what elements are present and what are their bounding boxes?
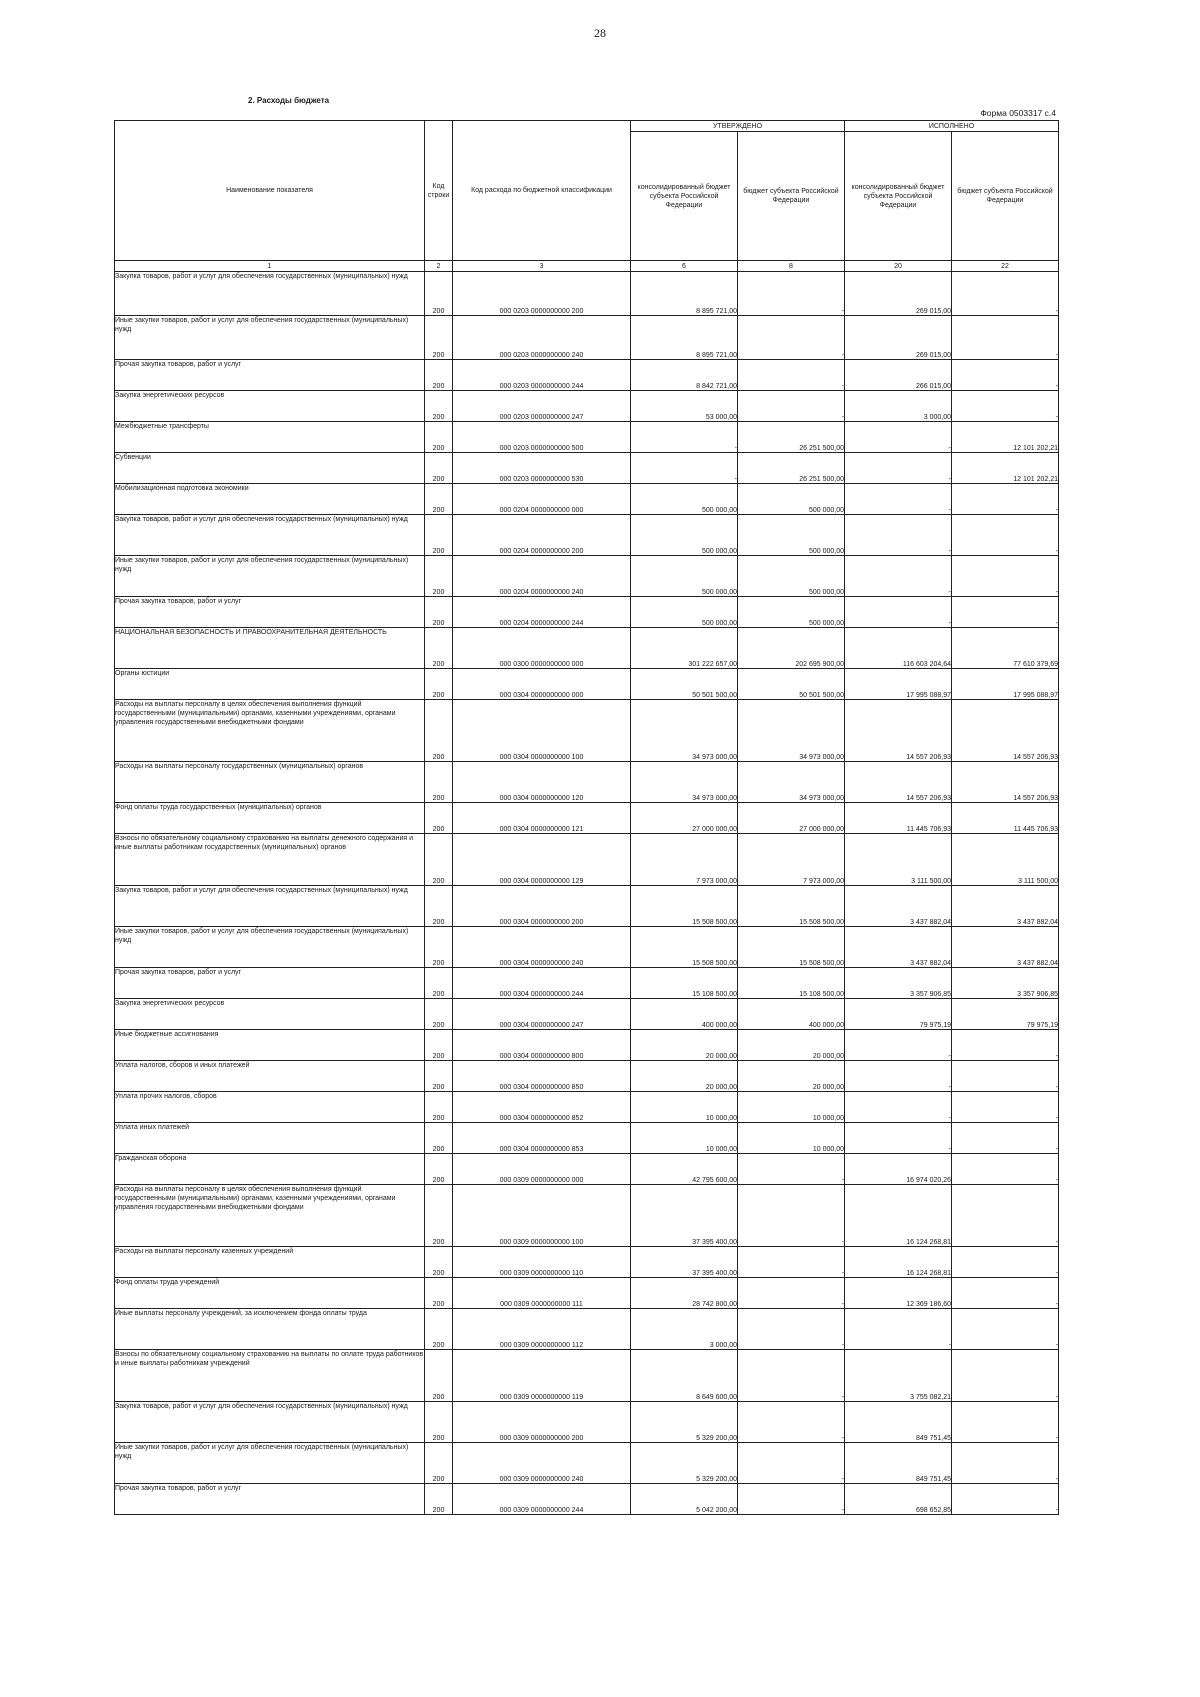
row-approved-subject: - bbox=[738, 1484, 845, 1515]
table-row bbox=[115, 1030, 1059, 1061]
header-group-executed: ИСПОЛНЕНО bbox=[845, 121, 1059, 132]
row-approved-subject: - bbox=[738, 360, 845, 391]
row-line-code: 200 bbox=[425, 1402, 453, 1443]
row-executed-consolidated: 14 557 206,93 bbox=[845, 762, 952, 803]
row-name: Расходы на выплаты персоналу в целях обеспечения выполнения функций государственными (муниципальными) органами, казенными учреждениями, органами управления государственными внебюджетными фондами bbox=[115, 700, 425, 762]
row-executed-subject: - bbox=[952, 360, 1059, 391]
row-approved-consolidated: 8 895 721,00 bbox=[631, 316, 738, 360]
row-approved-consolidated: 7 973 000,00 bbox=[631, 834, 738, 886]
row-approved-consolidated: 10 000,00 bbox=[631, 1092, 738, 1123]
row-executed-consolidated: 17 995 088,97 bbox=[845, 669, 952, 700]
row-executed-subject: - bbox=[952, 1185, 1059, 1247]
table-row bbox=[115, 1185, 1059, 1247]
table-body bbox=[115, 272, 1059, 1515]
row-executed-consolidated: 16 974 020,26 bbox=[845, 1154, 952, 1185]
row-executed-subject: - bbox=[952, 1061, 1059, 1092]
row-approved-consolidated: 8 842 721,00 bbox=[631, 360, 738, 391]
row-name: Расходы на выплаты персоналу в целях обеспечения выполнения функций государственными (муниципальными) органами, казенными учреждениями, органами управления государственными внебюджетными фондами bbox=[115, 1185, 425, 1247]
row-executed-subject: - bbox=[952, 597, 1059, 628]
row-kbk: 000 0304 0000000000 853 bbox=[453, 1123, 631, 1154]
row-approved-consolidated: 37 395 400,00 bbox=[631, 1247, 738, 1278]
row-executed-subject: - bbox=[952, 1154, 1059, 1185]
row-line-code: 200 bbox=[425, 803, 453, 834]
table-row bbox=[115, 1484, 1059, 1515]
table-row bbox=[115, 272, 1059, 316]
table-row bbox=[115, 484, 1059, 515]
table-row bbox=[115, 1350, 1059, 1402]
table-row bbox=[115, 391, 1059, 422]
row-approved-consolidated: 400 000,00 bbox=[631, 999, 738, 1030]
row-name: Межбюджетные трансферты bbox=[115, 422, 425, 453]
row-line-code: 200 bbox=[425, 1484, 453, 1515]
row-name: Субвенции bbox=[115, 453, 425, 484]
row-name: Прочая закупка товаров, работ и услуг bbox=[115, 360, 425, 391]
header-group-approved: УТВЕРЖДЕНО bbox=[631, 121, 845, 132]
row-executed-consolidated: 3 437 882,04 bbox=[845, 886, 952, 927]
table-row bbox=[115, 803, 1059, 834]
row-line-code: 200 bbox=[425, 1309, 453, 1350]
row-executed-subject: - bbox=[952, 1484, 1059, 1515]
row-kbk: 000 0304 0000000000 129 bbox=[453, 834, 631, 886]
row-approved-subject: 500 000,00 bbox=[738, 484, 845, 515]
row-approved-consolidated: 8 895 721,00 bbox=[631, 272, 738, 316]
row-approved-subject: - bbox=[738, 1350, 845, 1402]
row-kbk: 000 0203 0000000000 247 bbox=[453, 391, 631, 422]
row-executed-consolidated: 79 975,19 bbox=[845, 999, 952, 1030]
row-name: НАЦИОНАЛЬНАЯ БЕЗОПАСНОСТЬ И ПРАВООХРАНИТЕЛЬНАЯ ДЕЯТЕЛЬНОСТЬ bbox=[115, 628, 425, 669]
row-executed-subject: 14 557 206,93 bbox=[952, 700, 1059, 762]
row-executed-subject: - bbox=[952, 316, 1059, 360]
row-kbk: 000 0304 0000000000 200 bbox=[453, 886, 631, 927]
expenditure-table bbox=[114, 120, 1059, 1515]
row-line-code: 200 bbox=[425, 360, 453, 391]
row-line-code: 200 bbox=[425, 968, 453, 999]
row-line-code: 200 bbox=[425, 272, 453, 316]
row-name: Уплата иных платежей bbox=[115, 1123, 425, 1154]
row-approved-subject: - bbox=[738, 391, 845, 422]
row-kbk: 000 0204 0000000000 240 bbox=[453, 556, 631, 597]
row-executed-consolidated: 269 015,00 bbox=[845, 272, 952, 316]
row-approved-consolidated: 20 000,00 bbox=[631, 1061, 738, 1092]
row-executed-consolidated: - bbox=[845, 1123, 952, 1154]
row-executed-subject: - bbox=[952, 1443, 1059, 1484]
row-kbk: 000 0304 0000000000 850 bbox=[453, 1061, 631, 1092]
row-line-code: 200 bbox=[425, 1247, 453, 1278]
table-row bbox=[115, 1278, 1059, 1309]
row-executed-consolidated: 12 369 186,60 bbox=[845, 1278, 952, 1309]
row-approved-subject: 15 508 500,00 bbox=[738, 886, 845, 927]
table-header bbox=[115, 121, 1059, 272]
row-kbk: 000 0304 0000000000 240 bbox=[453, 927, 631, 968]
column-number: 2 bbox=[425, 261, 453, 272]
row-name: Уплата налогов, сборов и иных платежей bbox=[115, 1061, 425, 1092]
row-approved-subject: - bbox=[738, 1402, 845, 1443]
row-executed-subject: 3 357 906,85 bbox=[952, 968, 1059, 999]
row-executed-subject: 14 557 206,93 bbox=[952, 762, 1059, 803]
row-line-code: 200 bbox=[425, 1185, 453, 1247]
row-executed-subject: 3 437 882,04 bbox=[952, 927, 1059, 968]
row-name: Прочая закупка товаров, работ и услуг bbox=[115, 968, 425, 999]
row-kbk: 000 0304 0000000000 000 bbox=[453, 669, 631, 700]
row-name: Расходы на выплаты персоналу государственных (муниципальных) органов bbox=[115, 762, 425, 803]
table-row bbox=[115, 556, 1059, 597]
row-name: Расходы на выплаты персоналу казенных учреждений bbox=[115, 1247, 425, 1278]
row-executed-consolidated: 3 357 906,85 bbox=[845, 968, 952, 999]
table-row bbox=[115, 927, 1059, 968]
row-name: Иные бюджетные ассигнования bbox=[115, 1030, 425, 1061]
row-approved-subject: 20 000,00 bbox=[738, 1061, 845, 1092]
row-executed-consolidated: 3 755 082,21 bbox=[845, 1350, 952, 1402]
row-executed-consolidated: - bbox=[845, 1030, 952, 1061]
row-approved-consolidated: 34 973 000,00 bbox=[631, 762, 738, 803]
table-row bbox=[115, 453, 1059, 484]
row-executed-consolidated: 266 015,00 bbox=[845, 360, 952, 391]
row-kbk: 000 0304 0000000000 100 bbox=[453, 700, 631, 762]
row-name: Гражданская оборона bbox=[115, 1154, 425, 1185]
row-name: Закупка товаров, работ и услуг для обеспечения государственных (муниципальных) нужд bbox=[115, 272, 425, 316]
row-approved-consolidated: 28 742 800,00 bbox=[631, 1278, 738, 1309]
row-executed-consolidated: 11 445 706,93 bbox=[845, 803, 952, 834]
table-row bbox=[115, 1092, 1059, 1123]
row-executed-subject: 77 610 379,69 bbox=[952, 628, 1059, 669]
row-approved-consolidated: 15 108 500,00 bbox=[631, 968, 738, 999]
row-kbk: 000 0309 0000000000 244 bbox=[453, 1484, 631, 1515]
row-line-code: 200 bbox=[425, 628, 453, 669]
row-executed-subject: - bbox=[952, 1350, 1059, 1402]
table-row bbox=[115, 669, 1059, 700]
row-name: Иные закупки товаров, работ и услуг для обеспечения государственных (муниципальных) нужд bbox=[115, 1443, 425, 1484]
row-line-code: 200 bbox=[425, 1278, 453, 1309]
row-approved-subject: 10 000,00 bbox=[738, 1123, 845, 1154]
row-name: Прочая закупка товаров, работ и услуг bbox=[115, 1484, 425, 1515]
row-line-code: 200 bbox=[425, 453, 453, 484]
row-approved-consolidated: 301 222 657,00 bbox=[631, 628, 738, 669]
row-name: Закупка энергетических ресурсов bbox=[115, 391, 425, 422]
row-name: Иные закупки товаров, работ и услуг для обеспечения государственных (муниципальных) нужд bbox=[115, 316, 425, 360]
row-executed-consolidated: - bbox=[845, 453, 952, 484]
row-approved-consolidated: 27 000 000,00 bbox=[631, 803, 738, 834]
row-kbk: 000 0304 0000000000 120 bbox=[453, 762, 631, 803]
row-approved-consolidated: 500 000,00 bbox=[631, 597, 738, 628]
table-row bbox=[115, 1402, 1059, 1443]
row-approved-consolidated: 37 395 400,00 bbox=[631, 1185, 738, 1247]
row-line-code: 200 bbox=[425, 1061, 453, 1092]
row-approved-subject: - bbox=[738, 1247, 845, 1278]
row-approved-subject: 20 000,00 bbox=[738, 1030, 845, 1061]
row-line-code: 200 bbox=[425, 886, 453, 927]
page-number: 28 bbox=[594, 26, 606, 40]
row-name: Закупка товаров, работ и услуг для обеспечения государственных (муниципальных) нужд bbox=[115, 1402, 425, 1443]
row-approved-subject: 500 000,00 bbox=[738, 556, 845, 597]
row-executed-subject: 3 437 882,04 bbox=[952, 886, 1059, 927]
row-name: Иные закупки товаров, работ и услуг для обеспечения государственных (муниципальных) нужд bbox=[115, 556, 425, 597]
row-executed-subject: 12 101 202,21 bbox=[952, 453, 1059, 484]
row-executed-consolidated: 16 124 268,81 bbox=[845, 1185, 952, 1247]
header-executed-subject: бюджет субъекта Российской Федерации bbox=[952, 132, 1059, 261]
row-kbk: 000 0309 0000000000 119 bbox=[453, 1350, 631, 1402]
table-row bbox=[115, 968, 1059, 999]
row-approved-consolidated: 500 000,00 bbox=[631, 556, 738, 597]
table-row bbox=[115, 1309, 1059, 1350]
row-line-code: 200 bbox=[425, 1350, 453, 1402]
row-approved-subject: 34 973 000,00 bbox=[738, 700, 845, 762]
row-name: Фонд оплаты труда государственных (муниципальных) органов bbox=[115, 803, 425, 834]
table-row bbox=[115, 1123, 1059, 1154]
row-approved-subject: - bbox=[738, 1309, 845, 1350]
form-label: Форма 0503317 с.4 bbox=[980, 108, 1056, 118]
table-row bbox=[115, 597, 1059, 628]
row-kbk: 000 0309 0000000000 100 bbox=[453, 1185, 631, 1247]
table-row bbox=[115, 316, 1059, 360]
table-row bbox=[115, 1154, 1059, 1185]
row-executed-consolidated: 3 000,00 bbox=[845, 391, 952, 422]
row-executed-consolidated: - bbox=[845, 1092, 952, 1123]
row-executed-consolidated: 849 751,45 bbox=[845, 1443, 952, 1484]
row-executed-consolidated: - bbox=[845, 556, 952, 597]
header-approved-consolidated: консолидированный бюджет субъекта Российской Федерации bbox=[631, 132, 738, 261]
row-kbk: 000 0204 0000000000 244 bbox=[453, 597, 631, 628]
row-approved-subject: - bbox=[738, 1443, 845, 1484]
row-executed-subject: 3 111 500,00 bbox=[952, 834, 1059, 886]
row-approved-consolidated: 5 042 200,00 bbox=[631, 1484, 738, 1515]
row-executed-subject: - bbox=[952, 1092, 1059, 1123]
row-approved-consolidated: 500 000,00 bbox=[631, 484, 738, 515]
header-name: Наименование показателя bbox=[115, 121, 425, 261]
row-line-code: 200 bbox=[425, 1123, 453, 1154]
row-executed-subject: - bbox=[952, 1402, 1059, 1443]
row-executed-consolidated: - bbox=[845, 1309, 952, 1350]
row-kbk: 000 0204 0000000000 200 bbox=[453, 515, 631, 556]
row-executed-consolidated: 698 652,85 bbox=[845, 1484, 952, 1515]
row-executed-subject: - bbox=[952, 391, 1059, 422]
row-executed-consolidated: 14 557 206,93 bbox=[845, 700, 952, 762]
row-kbk: 000 0304 0000000000 244 bbox=[453, 968, 631, 999]
row-approved-consolidated: 10 000,00 bbox=[631, 1123, 738, 1154]
row-executed-consolidated: 3 437 882,04 bbox=[845, 927, 952, 968]
row-executed-consolidated: - bbox=[845, 597, 952, 628]
row-executed-consolidated: - bbox=[845, 422, 952, 453]
row-line-code: 200 bbox=[425, 1443, 453, 1484]
row-line-code: 200 bbox=[425, 762, 453, 803]
row-approved-consolidated: 15 508 500,00 bbox=[631, 927, 738, 968]
row-executed-subject: - bbox=[952, 1123, 1059, 1154]
row-line-code: 200 bbox=[425, 927, 453, 968]
table-row bbox=[115, 999, 1059, 1030]
row-executed-consolidated: 16 124 268,81 bbox=[845, 1247, 952, 1278]
row-name: Взносы по обязательному социальному страхованию на выплаты по оплате труда работников и иные выплаты работникам учреждений bbox=[115, 1350, 425, 1402]
row-approved-consolidated: 5 329 200,00 bbox=[631, 1443, 738, 1484]
row-approved-subject: - bbox=[738, 1278, 845, 1309]
row-name: Закупка товаров, работ и услуг для обеспечения государственных (муниципальных) нужд bbox=[115, 886, 425, 927]
row-name: Иные выплаты персоналу учреждений, за исключением фонда оплаты труда bbox=[115, 1309, 425, 1350]
row-executed-consolidated: 3 111 500,00 bbox=[845, 834, 952, 886]
row-executed-subject: - bbox=[952, 484, 1059, 515]
table-row bbox=[115, 1443, 1059, 1484]
row-kbk: 000 0203 0000000000 244 bbox=[453, 360, 631, 391]
row-executed-subject: 79 975,19 bbox=[952, 999, 1059, 1030]
row-line-code: 200 bbox=[425, 1030, 453, 1061]
row-approved-subject: 26 251 500,00 bbox=[738, 453, 845, 484]
row-executed-subject: - bbox=[952, 1030, 1059, 1061]
row-kbk: 000 0309 0000000000 000 bbox=[453, 1154, 631, 1185]
row-line-code: 200 bbox=[425, 1092, 453, 1123]
row-executed-consolidated: 849 751,45 bbox=[845, 1402, 952, 1443]
row-name: Мобилизационная подготовка экономики bbox=[115, 484, 425, 515]
table-row bbox=[115, 886, 1059, 927]
row-kbk: 000 0309 0000000000 240 bbox=[453, 1443, 631, 1484]
row-line-code: 200 bbox=[425, 999, 453, 1030]
row-approved-subject: 34 973 000,00 bbox=[738, 762, 845, 803]
row-line-code: 200 bbox=[425, 391, 453, 422]
row-executed-subject: - bbox=[952, 1309, 1059, 1350]
row-executed-consolidated: - bbox=[845, 484, 952, 515]
row-name: Иные закупки товаров, работ и услуг для обеспечения государственных (муниципальных) нужд bbox=[115, 927, 425, 968]
row-kbk: 000 0300 0000000000 000 bbox=[453, 628, 631, 669]
row-approved-subject: 15 508 500,00 bbox=[738, 927, 845, 968]
row-name: Органы юстиции bbox=[115, 669, 425, 700]
row-executed-subject: 12 101 202,21 bbox=[952, 422, 1059, 453]
row-line-code: 200 bbox=[425, 834, 453, 886]
row-executed-consolidated: 269 015,00 bbox=[845, 316, 952, 360]
table-row bbox=[115, 762, 1059, 803]
section-title: 2. Расходы бюджета bbox=[248, 96, 330, 105]
row-approved-subject: - bbox=[738, 1185, 845, 1247]
row-approved-subject: 7 973 000,00 bbox=[738, 834, 845, 886]
table-row bbox=[115, 515, 1059, 556]
row-approved-subject: 400 000,00 bbox=[738, 999, 845, 1030]
row-line-code: 200 bbox=[425, 316, 453, 360]
row-executed-subject: - bbox=[952, 515, 1059, 556]
row-executed-consolidated: - bbox=[845, 515, 952, 556]
row-kbk: 000 0203 0000000000 500 bbox=[453, 422, 631, 453]
row-approved-consolidated: 8 649 600,00 bbox=[631, 1350, 738, 1402]
row-kbk: 000 0304 0000000000 247 bbox=[453, 999, 631, 1030]
table-row bbox=[115, 422, 1059, 453]
column-number: 20 bbox=[845, 261, 952, 272]
row-line-code: 200 bbox=[425, 700, 453, 762]
table-row bbox=[115, 700, 1059, 762]
row-approved-consolidated: 3 000,00 bbox=[631, 1309, 738, 1350]
row-kbk: 000 0204 0000000000 000 bbox=[453, 484, 631, 515]
row-executed-consolidated: 116 603 204,64 bbox=[845, 628, 952, 669]
row-approved-subject: 26 251 500,00 bbox=[738, 422, 845, 453]
row-kbk: 000 0203 0000000000 530 bbox=[453, 453, 631, 484]
row-approved-consolidated: 50 501 500,00 bbox=[631, 669, 738, 700]
table-row bbox=[115, 1061, 1059, 1092]
row-name: Прочая закупка товаров, работ и услуг bbox=[115, 597, 425, 628]
column-number: 6 bbox=[631, 261, 738, 272]
row-approved-subject: 500 000,00 bbox=[738, 597, 845, 628]
row-approved-subject: 202 695 900,00 bbox=[738, 628, 845, 669]
row-kbk: 000 0309 0000000000 111 bbox=[453, 1278, 631, 1309]
header-executed-consolidated: консолидированный бюджет субъекта Российской Федерации bbox=[845, 132, 952, 261]
row-approved-subject: 50 501 500,00 bbox=[738, 669, 845, 700]
column-number: 22 bbox=[952, 261, 1059, 272]
row-approved-subject: - bbox=[738, 316, 845, 360]
row-approved-consolidated: 500 000,00 bbox=[631, 515, 738, 556]
row-kbk: 000 0309 0000000000 200 bbox=[453, 1402, 631, 1443]
table-row bbox=[115, 834, 1059, 886]
row-name: Взносы по обязательному социальному страхованию на выплаты денежного содержания и иные выплаты работникам государственных (муниципальных) органов bbox=[115, 834, 425, 886]
row-executed-subject: 17 995 088,97 bbox=[952, 669, 1059, 700]
row-approved-consolidated: - bbox=[631, 422, 738, 453]
row-name: Закупка товаров, работ и услуг для обеспечения государственных (муниципальных) нужд bbox=[115, 515, 425, 556]
table-row bbox=[115, 1247, 1059, 1278]
row-kbk: 000 0304 0000000000 800 bbox=[453, 1030, 631, 1061]
table-row bbox=[115, 628, 1059, 669]
row-approved-consolidated: 20 000,00 bbox=[631, 1030, 738, 1061]
row-line-code: 200 bbox=[425, 515, 453, 556]
row-line-code: 200 bbox=[425, 556, 453, 597]
column-number-row bbox=[115, 261, 1059, 272]
table-row bbox=[115, 360, 1059, 391]
row-approved-consolidated: 53 000,00 bbox=[631, 391, 738, 422]
row-approved-subject: - bbox=[738, 1154, 845, 1185]
row-line-code: 200 bbox=[425, 484, 453, 515]
row-approved-consolidated: 34 973 000,00 bbox=[631, 700, 738, 762]
header-approved-subject: бюджет субъекта Российской Федерации bbox=[738, 132, 845, 261]
row-approved-consolidated: 5 329 200,00 bbox=[631, 1402, 738, 1443]
row-approved-subject: 500 000,00 bbox=[738, 515, 845, 556]
row-kbk: 000 0309 0000000000 110 bbox=[453, 1247, 631, 1278]
row-name: Уплата прочих налогов, сборов bbox=[115, 1092, 425, 1123]
row-approved-subject: 15 108 500,00 bbox=[738, 968, 845, 999]
row-kbk: 000 0304 0000000000 121 bbox=[453, 803, 631, 834]
row-executed-subject: 11 445 706,93 bbox=[952, 803, 1059, 834]
row-executed-subject: - bbox=[952, 1247, 1059, 1278]
column-number: 3 bbox=[453, 261, 631, 272]
column-number: 1 bbox=[115, 261, 425, 272]
row-executed-subject: - bbox=[952, 272, 1059, 316]
row-executed-subject: - bbox=[952, 1278, 1059, 1309]
row-approved-consolidated: 15 508 500,00 bbox=[631, 886, 738, 927]
row-line-code: 200 bbox=[425, 597, 453, 628]
row-executed-consolidated: - bbox=[845, 1061, 952, 1092]
row-line-code: 200 bbox=[425, 669, 453, 700]
row-name: Фонд оплаты труда учреждений bbox=[115, 1278, 425, 1309]
header-kbk: Код расхода по бюджетной классификации bbox=[453, 121, 631, 261]
row-name: Закупка энергетических ресурсов bbox=[115, 999, 425, 1030]
row-line-code: 200 bbox=[425, 1154, 453, 1185]
row-kbk: 000 0203 0000000000 240 bbox=[453, 316, 631, 360]
row-approved-subject: 27 000 000,00 bbox=[738, 803, 845, 834]
row-executed-subject: - bbox=[952, 556, 1059, 597]
row-approved-subject: 10 000,00 bbox=[738, 1092, 845, 1123]
row-line-code: 200 bbox=[425, 422, 453, 453]
row-kbk: 000 0304 0000000000 852 bbox=[453, 1092, 631, 1123]
column-number: 8 bbox=[738, 261, 845, 272]
header-line-code: Код строки bbox=[425, 121, 453, 261]
row-kbk: 000 0203 0000000000 200 bbox=[453, 272, 631, 316]
row-approved-consolidated: - bbox=[631, 453, 738, 484]
row-approved-subject: - bbox=[738, 272, 845, 316]
row-approved-consolidated: 42 795 600,00 bbox=[631, 1154, 738, 1185]
row-kbk: 000 0309 0000000000 112 bbox=[453, 1309, 631, 1350]
